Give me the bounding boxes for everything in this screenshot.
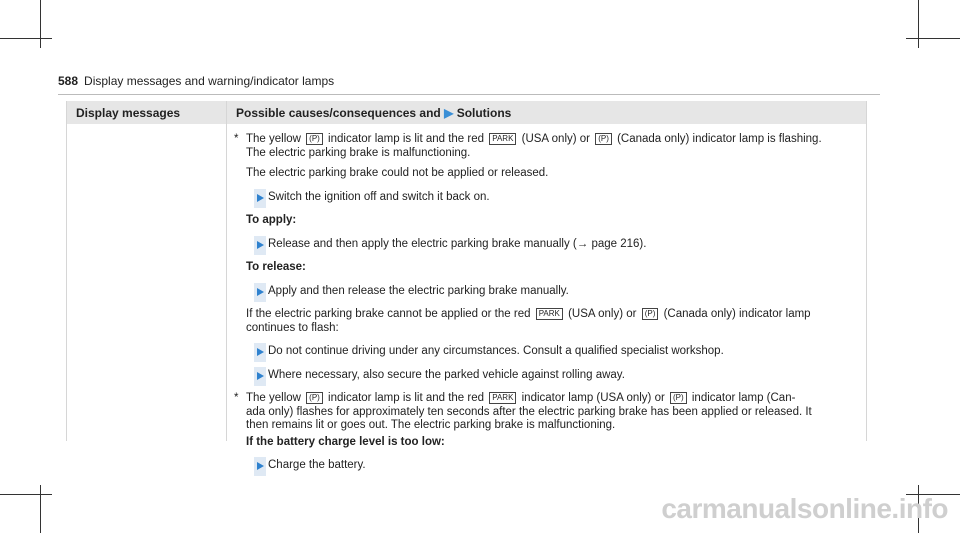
paragraph (234, 133, 858, 160)
step-text: Release and then apply the electric parking brake manually (→ page 216). (268, 237, 647, 250)
table-header (66, 101, 866, 124)
column-header-display-messages: Display messages (76, 106, 181, 120)
step-text: Where necessary, also secure the parked vehicle against rolling away. (268, 368, 625, 381)
header-rule (58, 94, 880, 95)
brake-indicator-icon: (P) (306, 392, 323, 404)
list-item (246, 285, 858, 299)
asterisk: * (234, 133, 239, 145)
park-indicator-icon: PARK (489, 392, 516, 404)
crop-mark (918, 0, 919, 48)
text: indicator lamp is lit and the red (328, 133, 485, 146)
list-item (246, 238, 858, 252)
column-header-causes-label: Possible causes/consequences and (236, 106, 441, 120)
text: The electric parking brake is malfunctioning. (246, 146, 471, 159)
table-border-left (66, 101, 67, 441)
list-item (246, 369, 858, 383)
text: indicator lamp (USA only) or (521, 392, 665, 405)
text: (Canada only) indicator lamp (663, 308, 811, 321)
list-item (246, 191, 858, 205)
page-number: 588 (58, 74, 79, 88)
text: then remains lit or goes out. The electric parking brake is malfunctioning. (246, 419, 616, 432)
bullet-arrow-icon (254, 343, 266, 362)
bullet-arrow-icon (254, 367, 266, 386)
page-title: Display messages and warning/indicator lamps (84, 74, 335, 88)
step-text: Apply and then release the electric parking brake manually. (268, 284, 569, 297)
table-cell-content (234, 133, 858, 483)
brake-indicator-icon: (P) (670, 392, 687, 404)
text: (Canada only) indicator lamp is flashing. (617, 133, 822, 146)
step-text: Switch the ignition off and switch it back on. (268, 190, 490, 203)
step-text: Do not continue driving under any circumstances. Consult a qualified specialist workshop. (268, 345, 724, 358)
bullet-arrow-icon (254, 236, 266, 255)
text: The yellow (246, 392, 301, 405)
paragraph: The electric parking brake could not be applied or released. (246, 167, 549, 180)
bullet-arrow-icon (254, 283, 266, 302)
text: (USA only) or (521, 133, 591, 146)
brake-indicator-icon: (P) (306, 133, 323, 145)
page-header (58, 74, 334, 88)
park-indicator-icon: PARK (489, 133, 516, 145)
subheading: If the battery charge level is too low: (246, 435, 445, 448)
bullet-arrow-icon (254, 457, 266, 476)
subheading: To apply: (246, 214, 297, 227)
text: continues to flash: (246, 321, 339, 334)
paragraph (246, 308, 858, 335)
text: indicator lamp is lit and the red (328, 392, 485, 405)
brake-indicator-icon: (P) (642, 308, 659, 320)
text: indicator lamp (Can- (691, 392, 796, 405)
list-item (246, 345, 858, 359)
text: (USA only) or (568, 308, 637, 321)
list-item (246, 459, 858, 473)
asterisk: * (234, 392, 239, 405)
paragraph (234, 392, 858, 433)
park-indicator-icon: PARK (536, 308, 563, 320)
watermark: carmanualsonline.info (661, 493, 948, 524)
table-column-divider (226, 101, 227, 441)
crop-mark (40, 0, 41, 48)
step-text: Charge the battery. (268, 459, 366, 472)
column-header-causes (236, 106, 511, 120)
subheading: To release: (246, 261, 306, 274)
arrow-right-icon: ▶ (444, 106, 454, 120)
crop-mark (906, 38, 960, 39)
crop-mark (0, 38, 52, 39)
crop-mark (40, 485, 41, 533)
bullet-arrow-icon (254, 189, 266, 208)
crop-mark (0, 494, 52, 495)
text: ada only) flashes for approximately ten seconds after the electric parking brake has been applied or released. It (246, 405, 812, 418)
column-header-solutions-label: Solutions (456, 106, 512, 120)
brake-indicator-icon: (P) (595, 133, 612, 145)
text: If the electric parking brake cannot be applied or the red (246, 308, 531, 321)
text: The yellow (246, 133, 301, 146)
table-border-right (866, 101, 867, 441)
